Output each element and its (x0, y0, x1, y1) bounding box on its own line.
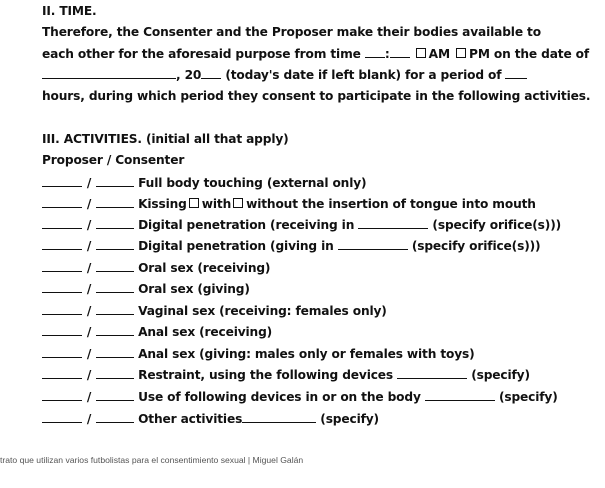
slash: / (86, 304, 92, 318)
minute-blank[interactable] (390, 45, 410, 58)
proposer-initial-blank[interactable] (42, 195, 82, 208)
hours-blank[interactable] (505, 66, 527, 79)
activity-label-post: (specify) (471, 368, 530, 382)
with-tongue-checkbox[interactable] (189, 198, 199, 208)
time-line-3 (42, 66, 527, 83)
activity-label: Other activities (138, 412, 243, 426)
proposer-initial-blank[interactable] (42, 323, 82, 336)
without-tongue-checkbox[interactable] (233, 198, 243, 208)
proposer-initial-blank[interactable] (42, 237, 82, 250)
activity-label-post: without the insertion of tongue into mouth (246, 197, 536, 211)
proposer-initial-blank[interactable] (42, 216, 82, 229)
activities-subheading: Proposer / Consenter (42, 153, 185, 167)
consenter-initial-blank[interactable] (96, 366, 134, 379)
orifice-blank[interactable] (358, 216, 428, 229)
time-line-2-text: each other for the aforesaid purpose from time (42, 47, 361, 61)
am-checkbox[interactable] (416, 48, 426, 58)
consenter-initial-blank[interactable] (96, 216, 134, 229)
activity-label: Digital penetration (giving in (138, 239, 334, 253)
consenter-initial-blank[interactable] (96, 410, 134, 423)
activity-row-oral-receiving (42, 259, 270, 276)
slash: / (86, 390, 92, 404)
activity-row-kissing (42, 195, 536, 212)
activity-label: Restraint, using the following devices (138, 368, 394, 382)
time-line-2 (42, 45, 589, 62)
consenter-initial-blank[interactable] (96, 323, 134, 336)
consenter-initial-blank[interactable] (96, 280, 134, 293)
consenter-initial-blank[interactable] (96, 388, 134, 401)
proposer-initial-blank[interactable] (42, 174, 82, 187)
other-activities-blank[interactable] (242, 410, 316, 423)
proposer-initial-blank[interactable] (42, 366, 82, 379)
slash: / (86, 261, 92, 275)
slash: / (86, 176, 92, 190)
activity-label-mid: with (201, 197, 232, 211)
activity-row-devices (42, 388, 558, 405)
year-blank[interactable] (201, 66, 221, 79)
pm-label: PM on the date of (469, 47, 590, 61)
consenter-initial-blank[interactable] (96, 174, 134, 187)
activity-row-other (42, 410, 379, 427)
activity-label: Oral sex (receiving) (138, 261, 271, 275)
slash: / (86, 282, 92, 296)
activity-label: Vaginal sex (receiving: females only) (138, 304, 387, 318)
activity-label: Kissing (138, 197, 187, 211)
activity-label-post: (specify) (320, 412, 379, 426)
time-line-1: Therefore, the Consenter and the Proposer make their bodies available to (42, 25, 541, 39)
slash: / (86, 368, 92, 382)
activity-row-digital-giving (42, 237, 540, 254)
consenter-initial-blank[interactable] (96, 259, 134, 272)
activity-row-oral-giving (42, 280, 250, 297)
devices-blank[interactable] (425, 388, 495, 401)
pm-checkbox[interactable] (456, 48, 466, 58)
activity-row-vaginal-receiving (42, 302, 387, 319)
time-heading: II. TIME. (42, 4, 97, 18)
activity-label: Anal sex (giving: males only or females with toys) (138, 347, 475, 361)
am-label: AM (428, 47, 450, 61)
consenter-initial-blank[interactable] (96, 237, 134, 250)
proposer-initial-blank[interactable] (42, 302, 82, 315)
activity-label: Anal sex (receiving) (138, 325, 273, 339)
activity-row-full-body-touching (42, 174, 366, 191)
activity-label: Use of following devices in or on the body (138, 390, 421, 404)
time-separator: : (384, 47, 390, 61)
proposer-initial-blank[interactable] (42, 388, 82, 401)
activity-label: Full body touching (external only) (138, 176, 367, 190)
consenter-initial-blank[interactable] (96, 345, 134, 358)
proposer-initial-blank[interactable] (42, 280, 82, 293)
activity-label-post: (specify orifice(s))) (411, 239, 541, 253)
activity-label-post: (specify) (498, 390, 558, 404)
slash: / (86, 412, 92, 426)
time-line-4: hours, during which period they consent to participate in the following activities. (42, 89, 591, 103)
slash: / (86, 325, 92, 339)
hour-blank[interactable] (365, 45, 385, 58)
proposer-initial-blank[interactable] (42, 345, 82, 358)
activity-row-anal-receiving (42, 323, 272, 340)
activity-label: Oral sex (giving) (138, 282, 250, 296)
devices-blank[interactable] (397, 366, 467, 379)
consenter-initial-blank[interactable] (96, 302, 134, 315)
proposer-initial-blank[interactable] (42, 259, 82, 272)
consenter-initial-blank[interactable] (96, 195, 134, 208)
activity-row-restraint (42, 366, 530, 383)
time-line-3-text: (today's date if left blank) for a period of (225, 68, 502, 82)
year-prefix: , 20 (176, 68, 202, 82)
orifice-blank[interactable] (338, 237, 408, 250)
activity-row-anal-giving (42, 345, 475, 362)
slash: / (86, 197, 92, 211)
activities-heading: III. ACTIVITIES. (initial all that apply) (42, 132, 289, 146)
slash: / (86, 218, 92, 232)
activity-label-post: (specify orifice(s))) (432, 218, 562, 232)
activity-label: Digital penetration (receiving in (138, 218, 355, 232)
date-blank[interactable] (42, 66, 176, 79)
image-caption: trato que utilizan varios futbolistas para el consentimiento sexual | Miguel Galán (0, 455, 304, 465)
slash: / (86, 239, 92, 253)
slash: / (86, 347, 92, 361)
proposer-initial-blank[interactable] (42, 410, 82, 423)
activity-row-digital-receiving (42, 216, 561, 233)
